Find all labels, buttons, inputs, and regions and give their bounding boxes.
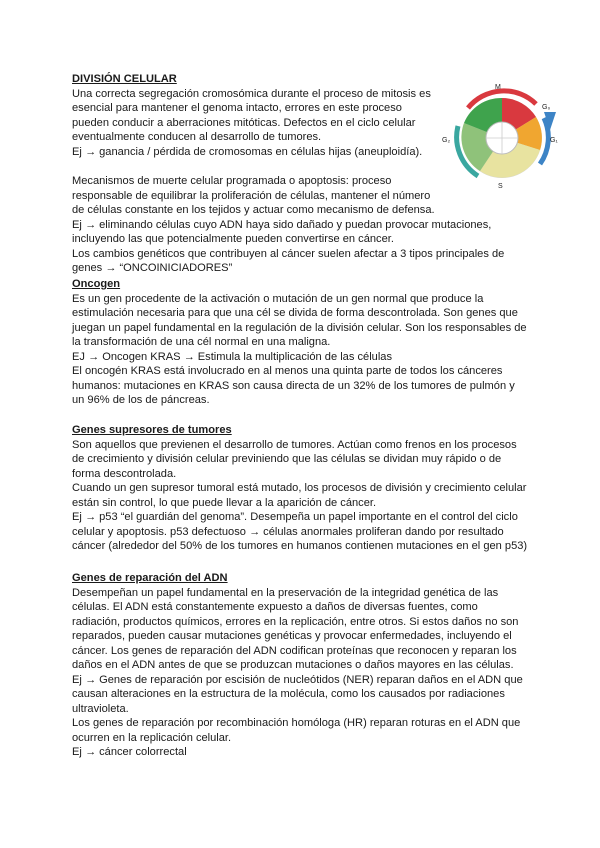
paragraph-line: reparados, pueden causar mutaciones genéticas y provocar enfermedades, incluyendo el — [72, 630, 512, 642]
paragraph-line: células. El ADN está constantemente expuesto a daños de diversas fuentes, como — [72, 601, 478, 613]
paragraph-line: Los genes de reparación por recombinación homóloga (HR) reparan roturas en el ADN que — [72, 717, 521, 729]
paragraph-line: celular y apoptosis. p53 defectuoso → células anormales proliferan dando por resultado — [72, 525, 504, 538]
paragraph-line: Cuando un gen supresor tumoral está mutado, los procesos de división y crecimiento celular — [72, 482, 527, 494]
label-g0: G₀ — [542, 104, 551, 111]
paragraph-line: ocurren en la replicación celular. — [72, 731, 232, 744]
paragraph-line: EJ → Oncogen KRAS → Estimula la multiplicación de las células — [72, 350, 393, 363]
paragraph-line: radiación, productos químicos, errores en la replicación, entre otros. Si estos daños no son — [72, 615, 519, 628]
paragraph-line: un 96% de los de páncreas. — [72, 394, 210, 406]
paragraph-line: Mecanismos de muerte celular programada o apoptosis: proceso — [72, 175, 392, 187]
paragraph-line: Los cambios genéticos que contribuyen al cáncer suelen afectar a 3 tipos principales de — [72, 247, 505, 260]
paragraph-line: Desempeñan un papel fundamental en la preservación de la integridad genética de las — [72, 586, 499, 599]
section-genes-supresores — [72, 423, 542, 554]
paragraph-line: estimulación necesaria para que una cél se divida de forma descontrolada. Son genes que — [72, 307, 518, 319]
paragraph-line: cáncer (alrededor del 50% de los tumores en humanos contienen mutaciones en el gen p53) — [72, 540, 528, 552]
label-g2: G₂ — [442, 137, 451, 144]
section-title: Genes supresores de tumores — [72, 424, 232, 436]
paragraph-line: esencial para mantener el genoma intacto, errores en este proceso — [72, 102, 402, 114]
paragraph-line: responsable de equilibrar la proliferación de células, mantener el número — [72, 189, 431, 202]
paragraph-line: incluyendo las que potencialmente pueden convertirse en cáncer. — [72, 233, 394, 245]
section-title: Genes de reparación del ADN — [72, 572, 228, 584]
paragraph-line: forma descontrolada. — [72, 467, 177, 480]
paragraph-line: causan alteraciones en la estructura de la molécula, como los causados por radiaciones — [72, 688, 505, 700]
label-g1: G₁ — [550, 137, 558, 144]
paragraph-line: Ej → cáncer colorrectal — [72, 746, 187, 758]
paragraph-line: genes → “ONCOINICIADORES” — [72, 262, 233, 274]
label-m: M — [495, 84, 501, 91]
paragraph-line: de células constante en los tejidos y actuar como mecanismo de defensa. — [72, 204, 435, 216]
paragraph-line: están sin control, lo que puede llevar a la aparición de cáncer. — [72, 496, 377, 509]
paragraph-line: de crecimiento y división celular previniendo que las células se dividan muy rápido o de — [72, 453, 502, 465]
section-title: Oncogen — [72, 278, 121, 290]
paragraph-line: El oncogén KRAS está involucrado en al menos una quinta parte de todos los cánceres — [72, 365, 503, 377]
paragraph-line: Son aquellos que previenen el desarrollo de tumores. Actúan como frenos en los procesos — [72, 438, 517, 451]
paragraph-line: daños en el ADN antes de que se produzcan mutaciones o daños mayores en las células. — [72, 659, 514, 671]
section-oncogen — [72, 277, 542, 408]
label-s: S — [498, 183, 503, 190]
paragraph-line: pueden conducir a aberraciones mitóticas. Defectos en el ciclo celular — [72, 116, 416, 129]
paragraph-line: Ej → Genes de reparación por escisión de nucleótidos (NER) reparan daños en el ADN que — [72, 673, 523, 686]
paragraph-line: Ej → ganancia / pérdida de cromosomas en células hijas (aneuploidía). — [72, 145, 423, 158]
paragraph-line: cáncer. Los genes de reparación del ADN codifican proteínas que reconocen y reparan los — [72, 644, 517, 657]
paragraph-line: humanos: mutaciones en KRAS son causa directa de un 32% de los tumores de pulmón y — [72, 379, 515, 392]
section-apoptosis — [72, 174, 542, 276]
section-genes-reparacion — [72, 571, 542, 760]
paragraph-line: ultravioleta. — [72, 702, 129, 715]
paragraph-line: Ej → eliminando células cuyo ADN haya sido dañado y puedan provocar mutaciones, — [72, 218, 492, 231]
section-title: DIVISIÓN CELULAR — [72, 73, 177, 85]
paragraph-line: la transformación de una cél normal en una maligna. — [72, 336, 331, 348]
paragraph-line: Ej → p53 “el guardián del genoma”. Desempeña un papel importante en el control del ciclo — [72, 511, 518, 523]
paragraph-line: juegan un papel fundamental en la regulación de la división celular. Son los responsables de — [72, 321, 527, 334]
paragraph-line: Es un gen procedente de la activación o mutación de un gen normal que produce la — [72, 292, 484, 305]
paragraph-line: Una correcta segregación cromosómica durante el proceso de mitosis es — [72, 87, 431, 100]
paragraph-line: eventualmente conducen al desarrollo de tumores. — [72, 131, 322, 143]
